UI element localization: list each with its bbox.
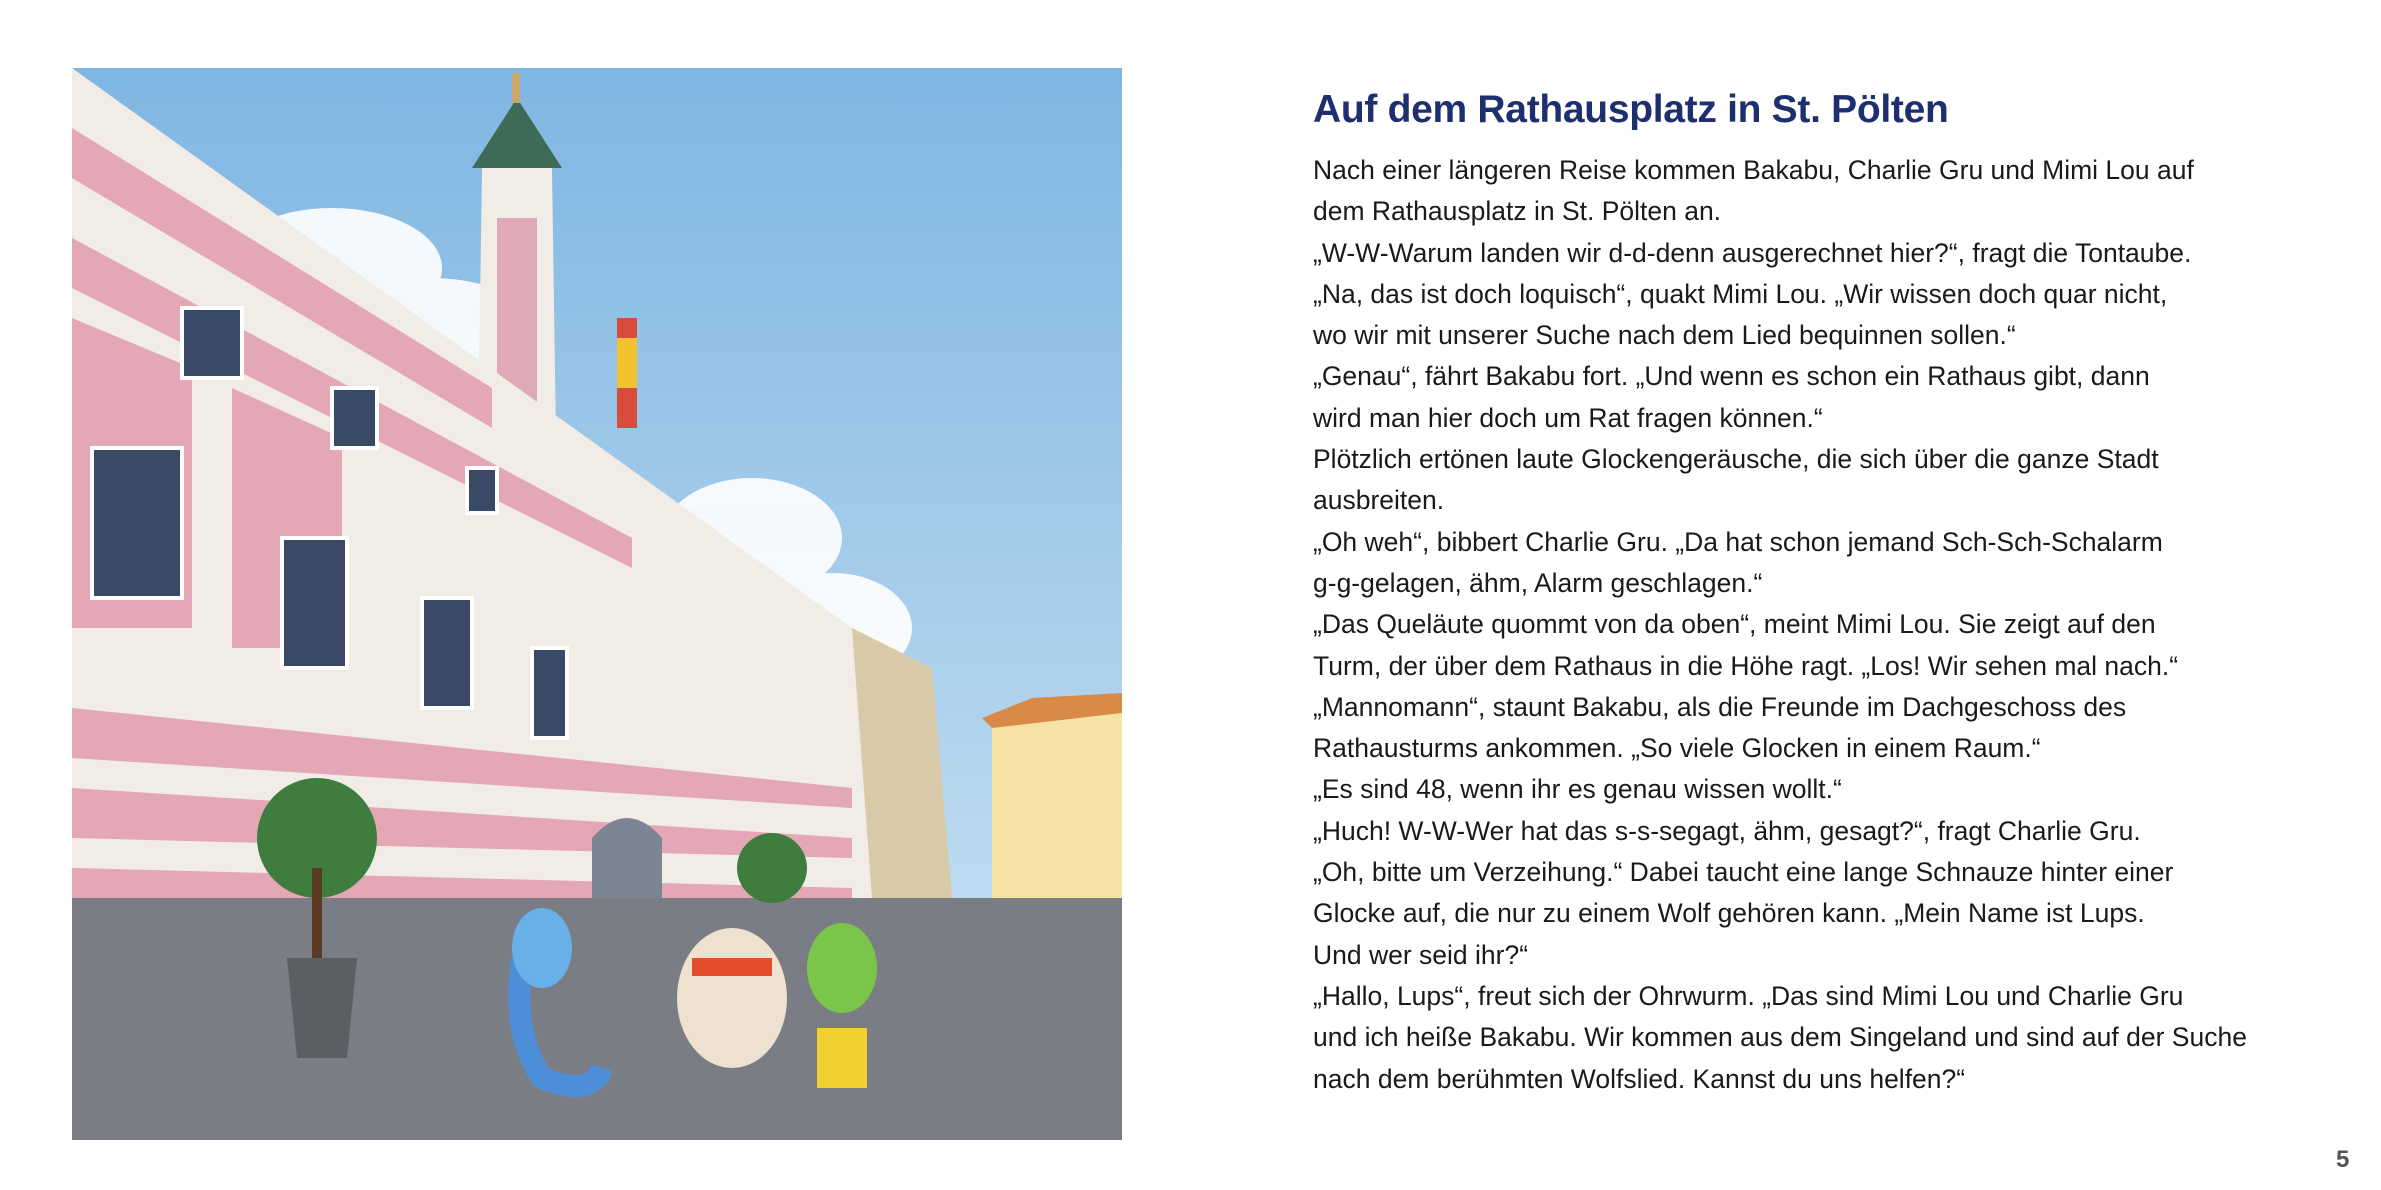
- page-title: Auf dem Rathausplatz in St. Pölten: [1313, 88, 1949, 131]
- story-line: „Es sind 48, wenn ihr es genau wissen wollt.“: [1313, 774, 1842, 805]
- story-line: „W-W-Warum landen wir d-d-denn ausgerechnet hier?“, fragt die Tontaube.: [1313, 237, 2192, 268]
- story-line: „Na, das ist doch loquisch“, quakt Mimi Lou. „Wir wissen doch quar nicht,: [1313, 278, 2168, 309]
- story-line: „Oh, bitte um Verzeihung.“ Dabei taucht eine lange Schnauze hinter einer: [1313, 857, 2174, 888]
- story-line: g-g-gelagen, ähm, Alarm geschlagen.“: [1313, 567, 1763, 598]
- story-line: „Das Queläute quommt von da oben“, meint Mimi Lou. Sie zeigt auf den: [1313, 609, 2156, 640]
- story-line: ausbreiten.: [1313, 485, 1445, 516]
- square-ground: [72, 898, 1122, 1140]
- story-line: wird man hier doch um Rat fragen können.“: [1313, 402, 1823, 433]
- story-line: Rathausturms ankommen. „So viele Glocken in einem Raum.“: [1313, 733, 2041, 764]
- story-line: „Mannomann“, staunt Bakabu, als die Freunde im Dachgeschoss des: [1313, 691, 2127, 722]
- story-text: [1313, 150, 2247, 1100]
- story-line: Turm, der über dem Rathaus in die Höhe ragt. „Los! Wir sehen mal nach.“: [1313, 650, 2179, 681]
- story-line: „Oh weh“, bibbert Charlie Gru. „Da hat schon jemand Sch-Sch-Schalarm: [1313, 526, 2163, 557]
- story-line: dem Rathausplatz in St. Pölten an.: [1313, 196, 1722, 227]
- story-line: „Genau“, fährt Bakabu fort. „Und wenn es schon ein Rathaus gibt, dann: [1313, 361, 2150, 392]
- story-line: und ich heiße Bakabu. Wir kommen aus dem Singeland und sind auf der Suche: [1313, 1022, 2247, 1053]
- story-line: Nach einer längeren Reise kommen Bakabu, Charlie Gru und Mimi Lou auf: [1313, 155, 2194, 185]
- story-line: nach dem berühmten Wolfslied. Kannst du uns helfen?“: [1313, 1063, 1966, 1094]
- page-number: 5: [2336, 1146, 2350, 1173]
- story-line: „Huch! W-W-Wer hat das s-s-segagt, ähm, gesagt?“, fragt Charlie Gru.: [1313, 815, 2141, 846]
- story-line: Und wer seid ihr?“: [1313, 939, 1529, 970]
- story-line: wo wir mit unserer Suche nach dem Lied bequinnen sollen.“: [1313, 320, 2016, 351]
- story-line: Plötzlich ertönen laute Glockengeräusche, die sich über die ganze Stadt: [1313, 444, 2159, 475]
- story-line: „Hallo, Lups“, freut sich der Ohrwurm. „Das sind Mimi Lou und Charlie Gru: [1313, 980, 2184, 1011]
- story-line: Glocke auf, die nur zu einem Wolf gehören kann. „Mein Name ist Lups.: [1313, 898, 2145, 929]
- town-hall-illustration: [72, 68, 1122, 1140]
